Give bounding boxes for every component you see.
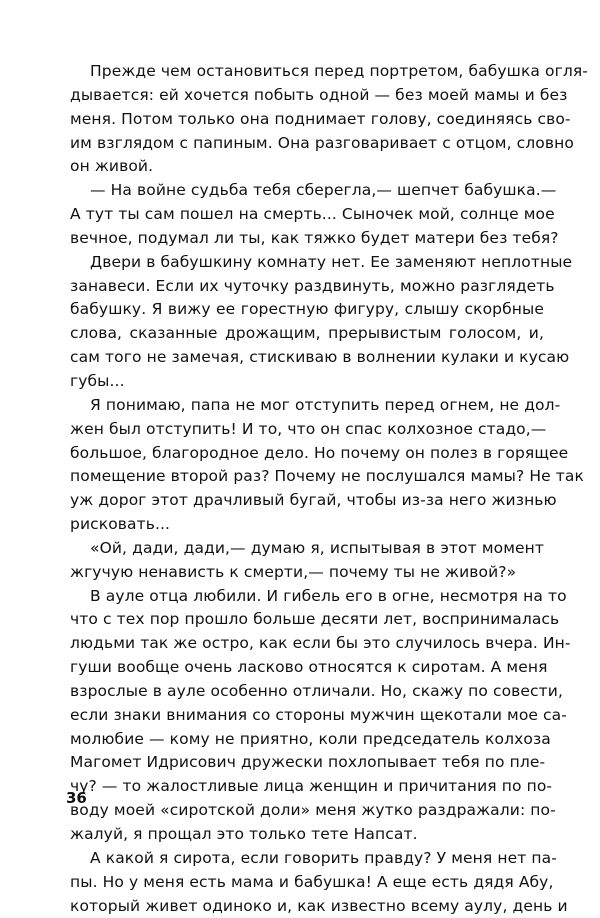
text-line: слова, сказанные дрожащим, прерывистым голосом, и, [70, 324, 544, 343]
text-line: жалуй, я прощал это только тете Напсат. [70, 825, 418, 843]
text-line: чу? — то жалостливые лица женщин и причитания по по- [70, 777, 553, 796]
text-line: губы... [70, 371, 125, 390]
text-line: большое, благородное дело. Но почему он полез в горящее [70, 443, 569, 462]
text-line: им взглядом с папиным. Она разговаривает с отцом, словно [70, 133, 574, 152]
page-body [70, 60, 589, 918]
text-line: пы. Но у меня есть мама и бабушка! А еще есть дядя Абу, [70, 872, 554, 891]
text-line: взрослые в ауле особенно отличали. Но, скажу по совести, [70, 681, 563, 700]
text-line: Магомет Идрисович дружески похлопывает тебя по пле- [70, 753, 546, 772]
text-line: если знаки внимания со стороны мужчин щекотали мое са- [70, 705, 567, 724]
text-line: А тут ты сам пошел на смерть... Сыночек мой, солнце мое [70, 205, 555, 224]
text-line: бабушку. Я вижу ее горестную фигуру, слышу скорбные [70, 300, 544, 319]
text-line: воду моей «сиротской доли» меня жутко раздражали: по- [70, 801, 556, 820]
text-line: рисковать... [70, 515, 171, 534]
text-line: Прежде чем остановиться перед портретом, бабушка огля- [90, 62, 589, 80]
text-line: сам того не замечая, стискиваю в волнении кулаки и кусаю [70, 348, 570, 367]
text-line: А какой я сирота, если говорить правду? У меня нет па- [90, 848, 557, 867]
text-line: Я понимаю, папа не мог отступить перед огнем, не дол- [90, 395, 561, 414]
text-line: дывается: ей хочется побыть одной — без моей мамы и без [70, 85, 568, 104]
text-line: меня. Потом только она поднимает голову, соединяясь сво- [70, 109, 571, 128]
text-line: он живой. [70, 157, 154, 176]
text-line: «Ой, дади, дади,— думаю я, испытывая в этот момент [90, 538, 544, 557]
text-line: что с тех пор прошло больше десяти лет, воспринималась [70, 610, 560, 629]
text-line: В ауле отца любили. И гибель его в огне, несмотря на то [90, 586, 567, 605]
text-line: жен был отступить! И то, что он спас колхозное стадо,— [70, 419, 547, 438]
text-line: вечное, подумал ли ты, как тяжко будет матери без тебя? [70, 228, 559, 247]
text-line: который живет одиноко и, как известно всему аулу, день и [70, 896, 568, 915]
text-line: помещение второй раз? Почему не послушался мамы? Не так [70, 467, 584, 486]
text-line: молюбие — кому не приятно, коли председатель колхоза [70, 729, 551, 748]
text-line: гуши вообще очень ласково относятся к сиротам. А меня [70, 658, 548, 677]
text-line: Двери в бабушкину комнату нет. Ее заменяют неплотные [90, 252, 573, 271]
text-line: занавеси. Если их чуточку раздвинуть, можно разглядеть [70, 276, 555, 295]
text-line: жгучую ненависть к смерти,— почему ты не живой?» [70, 562, 517, 581]
text-line: людьми так же остро, как если бы это случилось вчера. Ин- [70, 634, 571, 653]
text-line: уж дорог этот драчливый бугай, чтобы из-за него жизнью [70, 491, 557, 510]
page-number: 36 [66, 789, 87, 807]
text-line: — На войне судьба тебя сберегла,— шепчет бабушка.— [90, 181, 557, 200]
